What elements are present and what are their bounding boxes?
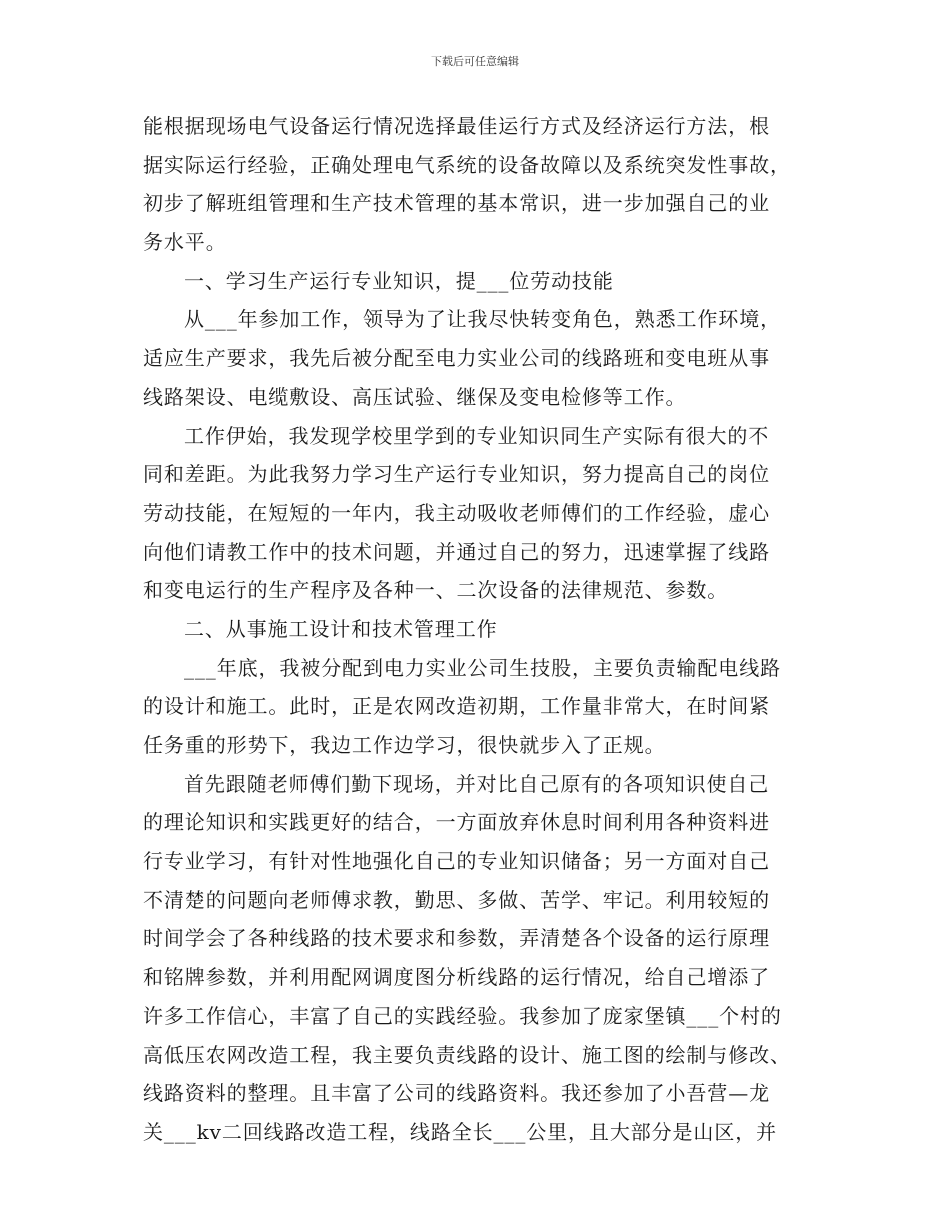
text-line: 许多工作信心，丰富了自己的实践经验。我参加了庞家堡镇___个村的 bbox=[143, 1003, 782, 1028]
text-line: 和铭牌参数，并利用配网调度图分析线路的运行情况，给自己增添了 bbox=[143, 965, 770, 990]
text-line: 和变电运行的生产程序及各种一、二次设备的法律规范、参数。 bbox=[143, 578, 729, 603]
text-line: 劳动技能，在短短的一年内，我主动吸收老师傅们的工作经验，虚心 bbox=[143, 500, 770, 525]
text-line: 适应生产要求，我先后被分配至电力实业公司的线路班和变电班从事 bbox=[143, 346, 770, 371]
text-line: 能根据现场电气设备运行情况选择最佳运行方式及经济运行方法，根 bbox=[143, 114, 770, 138]
text-line: 任务重的形势下，我边工作边学习，很快就步入了正规。 bbox=[143, 733, 666, 757]
text-line: ___年底，我被分配到电力实业公司生技股，主要负责输配电线路 bbox=[184, 655, 781, 680]
text-line: 向他们请教工作中的技术问题，并通过自己的努力，迅速掌握了线路 bbox=[143, 539, 770, 564]
text-line: 高低压农网改造工程，我主要负责线路的设计、施工图的绘制与修改、 bbox=[143, 1042, 791, 1067]
text-line: 时间学会了各种线路的技术要求和参数，弄清楚各个设备的运行原理 bbox=[143, 926, 770, 951]
text-line: 首先跟随老师傅们勤下现场，并对比自己原有的各项知识使自己 bbox=[184, 771, 770, 796]
text-line: 的设计和施工。此时，正是农网改造初期，工作量非常大，在时间紧 bbox=[143, 694, 770, 719]
text-line: 关___kv二回线路改造工程，线路全长___公里，且大部分是山区，并 bbox=[143, 1119, 778, 1144]
text-line: 同和差距。为此我努力学习生产运行专业知识，努力提高自己的岗位 bbox=[143, 462, 770, 487]
text-line: 线路架设、电缆敷设、高压试验、继保及变电检修等工作。 bbox=[143, 384, 687, 409]
text-line: 的理论知识和实践更好的结合，一方面放弃休息时间利用各种资料进 bbox=[143, 810, 770, 835]
text-line: 从___年参加工作，领导为了让我尽快转变角色，熟悉工作环境， bbox=[184, 307, 781, 332]
text-line: 工作伊始，我发现学校里学到的专业知识同生产实际有很大的不 bbox=[184, 423, 770, 448]
document-body bbox=[143, 107, 803, 1152]
text-line: 据实际运行经验，正确处理电气系统的设备故障以及系统突发性事故， bbox=[143, 152, 791, 177]
text-line: 不清楚的问题向老师傅求教，勤思、多做、苦学、牢记。利用较短的 bbox=[143, 887, 770, 912]
text-line: 线路资料的整理。且丰富了公司的线路资料。我还参加了小吾营—龙 bbox=[143, 1081, 770, 1106]
page-header: 下载后可任意编辑 bbox=[431, 55, 519, 68]
text-line: 务水平。 bbox=[143, 230, 227, 255]
text-line: 一、学习生产运行专业知识，提___位劳动技能 bbox=[184, 268, 614, 293]
text-line: 行专业学习，有针对性地强化自己的专业知识储备；另一方面对自己 bbox=[143, 849, 770, 874]
text-line: 初步了解班组管理和生产技术管理的基本常识，进一步加强自己的业 bbox=[143, 191, 770, 216]
text-line: 二、从事施工设计和技术管理工作 bbox=[184, 616, 498, 641]
